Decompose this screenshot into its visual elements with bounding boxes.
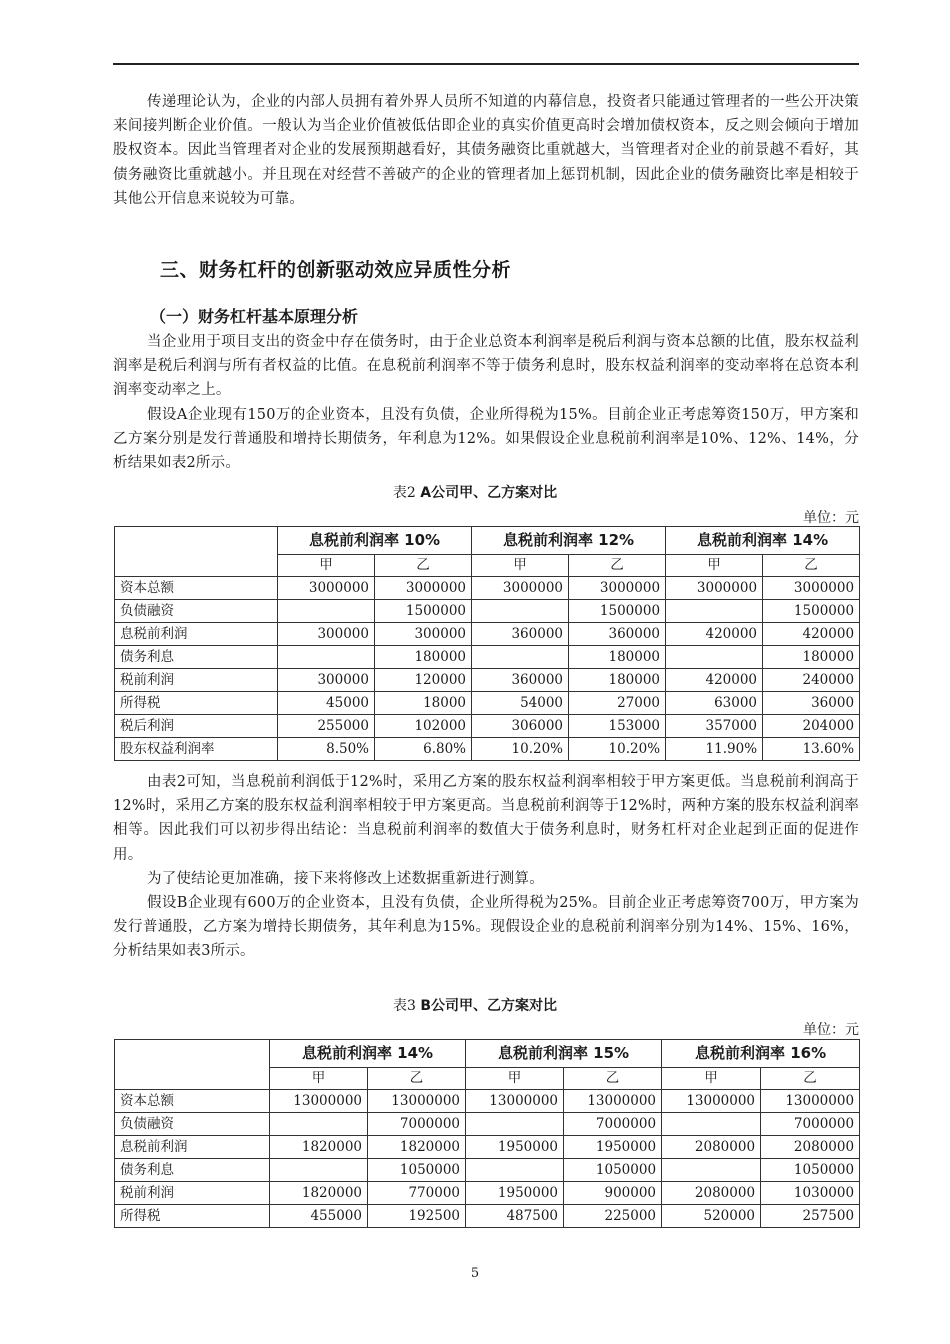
table2-caption [0,482,950,502]
row-label: 股东权益利润率 [115,738,278,761]
column-group-header: 息税前利润率 14% [270,1040,466,1068]
table-row [115,715,860,738]
section-heading: 三、财务杠杆的创新驱动效应异质性分析 [160,259,512,281]
table-corner-cell [115,527,278,577]
table-cell: 10.20% [569,738,666,761]
table-cell: 420000 [666,623,763,646]
row-label: 资本总额 [115,1090,270,1113]
header-rule [113,63,859,65]
table2-caption-number: 表2 [392,485,416,501]
table-cell: 3000000 [278,577,375,600]
table-cell: 3000000 [472,577,569,600]
table-cell: 257500 [761,1205,860,1228]
table-cell: 1820000 [368,1136,466,1159]
table-cell: 300000 [375,623,472,646]
table-corner-cell [115,1040,270,1090]
row-label: 息税前利润 [115,1136,270,1159]
table-cell: 360000 [472,623,569,646]
page-number: 5 [470,1266,480,1281]
table-cell: 180000 [569,669,666,692]
table-cell: 900000 [564,1182,662,1205]
table-cell: 1950000 [564,1136,662,1159]
table-row [115,738,860,761]
plan-subheader: 乙 [375,555,472,577]
table-cell: 180000 [763,646,860,669]
table-cell: 300000 [278,623,375,646]
row-label: 债务利息 [115,646,278,669]
table-cell: 27000 [569,692,666,715]
table-row [115,600,860,623]
table-cell [270,1113,368,1136]
table-cell: 180000 [375,646,472,669]
table-cell: 1050000 [564,1159,662,1182]
plan-subheader: 甲 [666,555,763,577]
table-cell: 1500000 [375,600,472,623]
table-cell: 1950000 [466,1136,564,1159]
paragraph-leverage-principle: 当企业用于项目支出的资金中存在债务时，由于企业总资本利润率是税后利润与资本总额的比值，股东权益利润率是税后利润与所有者权益的比值。在息税前利润率不等于债务利息时，股东权益利润率的变动率将在总资本利润率变动率之上。 [113,334,859,399]
table-cell: 1050000 [368,1159,466,1182]
table-cell: 2080000 [662,1136,761,1159]
table-cell: 18000 [375,692,472,715]
table-cell [666,600,763,623]
table2-unit: 单位：元 [803,510,859,526]
table-row [115,1205,860,1228]
table2 [114,526,860,761]
table-cell: 13000000 [662,1090,761,1113]
paragraph-company-a: 假设A企业现有150万的企业资本，且没有负债，企业所得税为15%。目前企业正考虑筹资150万，甲方案和乙方案分别是发行普通股和增持长期债务，年利息为12%。如果假设企业息税前利润率是10%、12%、14%，分析结果如表2所示。 [113,407,859,472]
table-cell [662,1159,761,1182]
plan-subheader: 甲 [278,555,375,577]
table-row [115,1182,860,1205]
table-cell: 306000 [472,715,569,738]
table-cell [662,1113,761,1136]
table-row [115,692,860,715]
table-cell: 420000 [763,623,860,646]
table-cell: 255000 [278,715,375,738]
table-cell: 2080000 [761,1136,860,1159]
table-cell: 102000 [375,715,472,738]
table-cell: 770000 [368,1182,466,1205]
table-cell: 11.90% [666,738,763,761]
table-header-row [115,1040,860,1068]
table-cell: 13000000 [368,1090,466,1113]
row-label: 税前利润 [115,669,278,692]
table3-caption [0,995,950,1015]
table-row [115,577,860,600]
table-row [115,1159,860,1182]
table3-caption-number: 表3 [392,998,416,1014]
table-cell [278,646,375,669]
table-cell [466,1113,564,1136]
table-cell: 360000 [569,623,666,646]
table3-caption-title: B公司甲、乙方案对比 [420,998,558,1014]
plan-subheader: 甲 [662,1068,761,1090]
table2-caption-title: A公司甲、乙方案对比 [420,485,558,501]
table-cell: 8.50% [278,738,375,761]
row-label: 所得税 [115,692,278,715]
table-cell: 13000000 [761,1090,860,1113]
table-cell: 13000000 [466,1090,564,1113]
row-label: 税前利润 [115,1182,270,1205]
table-cell: 3000000 [375,577,472,600]
table-cell: 3000000 [666,577,763,600]
table-cell: 13000000 [564,1090,662,1113]
column-group-header: 息税前利润率 15% [466,1040,662,1068]
row-label: 息税前利润 [115,623,278,646]
table3 [114,1039,860,1228]
table-cell: 7000000 [368,1113,466,1136]
table-cell: 54000 [472,692,569,715]
subsection-heading: （一）财务杠杆基本原理分析 [150,307,359,326]
table-cell [666,646,763,669]
table-cell: 520000 [662,1205,761,1228]
paragraph-company-b: 假设B企业现有600万的企业资本，且没有负债，企业所得税为25%。目前企业正考虑筹资700万，甲方案为发行普通股，乙方案为增持长期债务，其年利息为15%。现假设企业的息税前利润率分别为14%、15%、16%，分析结果如表3所示。 [113,895,859,960]
plan-subheader: 乙 [564,1068,662,1090]
table-cell: 2080000 [662,1182,761,1205]
column-group-header: 息税前利润率 12% [472,527,666,555]
table-cell: 7000000 [564,1113,662,1136]
row-label: 所得税 [115,1205,270,1228]
table-cell: 10.20% [472,738,569,761]
plan-subheader: 甲 [270,1068,368,1090]
table-cell: 300000 [278,669,375,692]
table-cell: 1950000 [466,1182,564,1205]
table-cell: 7000000 [761,1113,860,1136]
table-cell: 225000 [564,1205,662,1228]
row-label: 负债融资 [115,600,278,623]
table-cell: 455000 [270,1205,368,1228]
row-label: 负债融资 [115,1113,270,1136]
row-label: 资本总额 [115,577,278,600]
column-group-header: 息税前利润率 10% [278,527,472,555]
row-label: 债务利息 [115,1159,270,1182]
paragraph-signaling-theory: 传递理论认为，企业的内部人员拥有着外界人员所不知道的内幕信息，投资者只能通过管理者的一些公开决策来间接判断企业价值。一般认为当企业价值被低估即企业的真实价值更高时会增加债权资本，反之则会倾向于增加股权资本。因此当管理者对企业的发展预期越看好，其债务融资比重就越大，当管理者对企业的前景越不看好，其债务融资比重就越小。并且现在对经营不善破产的企业的管理者加上惩罚机制，因此企业的债务融资比率是相较于其他公开信息来说较为可靠。 [113,94,859,207]
plan-subheader: 甲 [466,1068,564,1090]
table-cell: 204000 [763,715,860,738]
table-row [115,1136,860,1159]
paragraph-recalculation: 为了使结论更加准确，接下来将修改上述数据重新进行测算。 [147,871,544,887]
table-cell: 487500 [466,1205,564,1228]
table-cell: 420000 [666,669,763,692]
table-cell: 13000000 [270,1090,368,1113]
paragraph-table2-analysis: 由表2可知，当息税前利润低于12%时，采用乙方案的股东权益利润率相较于甲方案更低。当息税前利润高于12%时，采用乙方案的股东权益利润率相较于甲方案更高。当息税前利润等于12%时，两种方案的股东权益利润率相等。因此我们可以初步得出结论：当息税前利润率的数值大于债务利息时，财务杠杆对企业起到正面的促进作用。 [113,774,859,863]
table-cell: 6.80% [375,738,472,761]
table-cell: 36000 [763,692,860,715]
column-group-header: 息税前利润率 16% [662,1040,860,1068]
table-cell: 1050000 [761,1159,860,1182]
table-cell: 192500 [368,1205,466,1228]
table-row [115,1113,860,1136]
plan-subheader: 乙 [569,555,666,577]
table-cell: 180000 [569,646,666,669]
table-cell: 63000 [666,692,763,715]
plan-subheader: 乙 [368,1068,466,1090]
table-cell [278,600,375,623]
table-cell [466,1159,564,1182]
table-cell: 3000000 [763,577,860,600]
table-row [115,1090,860,1113]
table-cell: 3000000 [569,577,666,600]
table-cell: 360000 [472,669,569,692]
column-group-header: 息税前利润率 14% [666,527,860,555]
row-label: 税后利润 [115,715,278,738]
table-cell: 1820000 [270,1136,368,1159]
table-cell: 1500000 [569,600,666,623]
table-cell [472,600,569,623]
table-cell: 120000 [375,669,472,692]
table-cell: 1820000 [270,1182,368,1205]
table-cell [270,1159,368,1182]
table-cell: 13.60% [763,738,860,761]
table-row [115,646,860,669]
plan-subheader: 甲 [472,555,569,577]
table-cell: 1030000 [761,1182,860,1205]
table-cell: 45000 [278,692,375,715]
plan-subheader: 乙 [761,1068,860,1090]
table-header-row [115,527,860,555]
table-row [115,623,860,646]
table-row [115,669,860,692]
table-cell [472,646,569,669]
table-cell: 240000 [763,669,860,692]
table3-unit: 单位：元 [803,1022,859,1038]
plan-subheader: 乙 [763,555,860,577]
table-cell: 357000 [666,715,763,738]
table-cell: 153000 [569,715,666,738]
table-cell: 1500000 [763,600,860,623]
